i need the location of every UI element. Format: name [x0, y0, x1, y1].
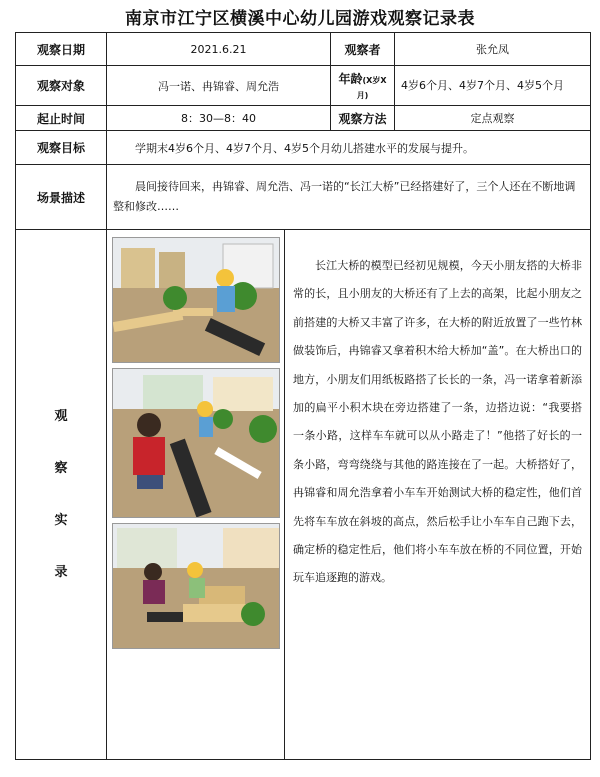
time-row	[16, 106, 591, 131]
goal-row	[16, 131, 591, 165]
age-label: 年龄	[338, 72, 363, 86]
scene-value: 晨间接待回来，冉锦睿、周允浩、冯一诺的“长江大桥”已经搭建好了，三个人还在不断地调整和修改……	[107, 165, 591, 230]
date-row	[16, 33, 591, 66]
method-value: 定点观察	[395, 106, 591, 131]
record-label-char: 观	[54, 408, 68, 424]
goal-value: 学期末4岁6个月、4岁7个月、4岁5个月幼儿搭建水平的发展与提升。	[107, 131, 591, 165]
record-label-char: 察	[54, 460, 68, 476]
road-building-photo	[112, 368, 280, 518]
time-value: 8：30—8：40	[107, 106, 331, 131]
date-value: 2021.6.21	[107, 33, 331, 66]
age-value: 4岁6个月、4岁7个月、4岁5个月	[395, 66, 591, 106]
record-narrative: 长江大桥的模型已经初见规模，今天小朋友搭的大桥非常的长，且小朋友的大桥还有了上去的高架，比起小朋友之前搭建的大桥又丰富了许多，在大桥的附近放置了一些竹林做装饰后，冉锦睿又拿着积木给大桥加“盖”。在大桥出口的地方，小朋友们用纸板路搭了长长的一条，冯一诺拿着新添加的扁平小积木块在旁边搭建了一条，边搭边说：“我要搭一条小路，这样车车就可以从小路走了！”他搭了好长的一条小路，弯弯绕绕与其他的路连接在了一起。大桥搭好了，冉锦睿和周允浩拿着小车车开始测试大桥的稳定性，他们首先将车车放在斜坡的高点，然后松手让小车车自己跑下去，确定桥的稳定性后，他们将小车车放在桥的不同位置，开始玩车追逐跑的游戏。	[285, 230, 591, 760]
goal-label: 观察目标	[16, 131, 107, 165]
scene-row	[16, 165, 591, 230]
observer-label: 观察者	[331, 33, 395, 66]
bridge-photo-image	[113, 238, 279, 362]
scene-label: 场景描述	[16, 165, 107, 230]
time-label: 起止时间	[16, 106, 107, 131]
age-label-cell	[331, 66, 395, 106]
age-hint: (X岁X月)	[356, 76, 387, 100]
car-testing-photo-image	[113, 524, 279, 648]
page-title: 南京市江宁区横溪中心幼儿园游戏观察记录表	[125, 9, 475, 29]
photos-column	[107, 230, 285, 760]
car-testing-photo	[112, 523, 280, 649]
observation-record-table	[15, 32, 591, 760]
record-row	[16, 230, 591, 760]
record-label-char: 实	[54, 512, 68, 528]
bridge-photo	[112, 237, 280, 363]
road-building-photo-image	[113, 369, 279, 517]
record-label-char: 录	[54, 564, 68, 580]
record-label	[16, 230, 107, 760]
method-label: 观察方法	[331, 106, 395, 131]
date-label: 观察日期	[16, 33, 107, 66]
subject-label: 观察对象	[16, 66, 107, 106]
observer-value: 张允凤	[395, 33, 591, 66]
subject-row	[16, 66, 591, 106]
subject-value: 冯一诺、冉锦睿、周允浩	[107, 66, 331, 106]
